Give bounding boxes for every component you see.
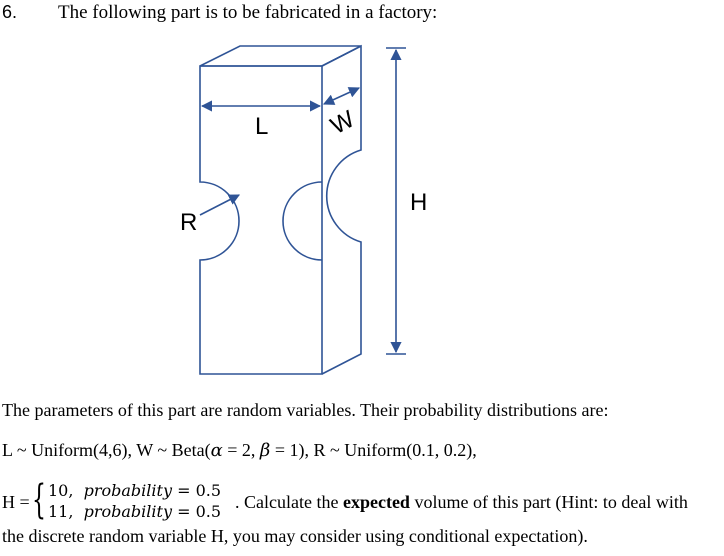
- hint-last-line: the discrete random variable H, you may consider using conditional expectation).: [2, 526, 588, 546]
- H-definition: [2, 477, 722, 526]
- distributions-line: [2, 440, 477, 461]
- part-notch-curve: [283, 182, 322, 260]
- H-case-1: 10, probability = 0.5: [48, 481, 222, 500]
- question-intro: The following part is to be fabricated in a factory:: [58, 2, 438, 23]
- R-label: R: [180, 209, 198, 236]
- H-trail-dot: .: [235, 492, 240, 512]
- R-radius-arrow: [200, 195, 239, 215]
- dist-L-prefix: L ~ Uniform(4,6), W ~ Beta(: [2, 440, 211, 460]
- part-top-face: [200, 46, 361, 66]
- H-label: H: [410, 189, 428, 216]
- dist-eq1: = 2,: [222, 440, 260, 460]
- H-brace: {: [32, 477, 46, 523]
- H-case-2: 11, probability = 0.5: [48, 502, 222, 521]
- beta-symbol: β: [259, 440, 271, 461]
- expected-bold: expected: [342, 492, 410, 512]
- question-number: 6.: [2, 2, 18, 22]
- W-label: W: [326, 105, 359, 140]
- alpha-symbol: α: [210, 440, 223, 461]
- H-lhs: H =: [2, 492, 30, 512]
- calculate-sentence: Calculate the expected volume of this part (Hint: to deal with: [244, 492, 688, 512]
- W-dimension-arrow: [324, 88, 359, 104]
- parameters-sentence: The parameters of this part are random variables. Their probability distributions are:: [2, 400, 609, 420]
- dist-eq2: = 1), R ~ Uniform(0.1, 0.2),: [270, 440, 477, 460]
- L-label: L: [255, 113, 269, 140]
